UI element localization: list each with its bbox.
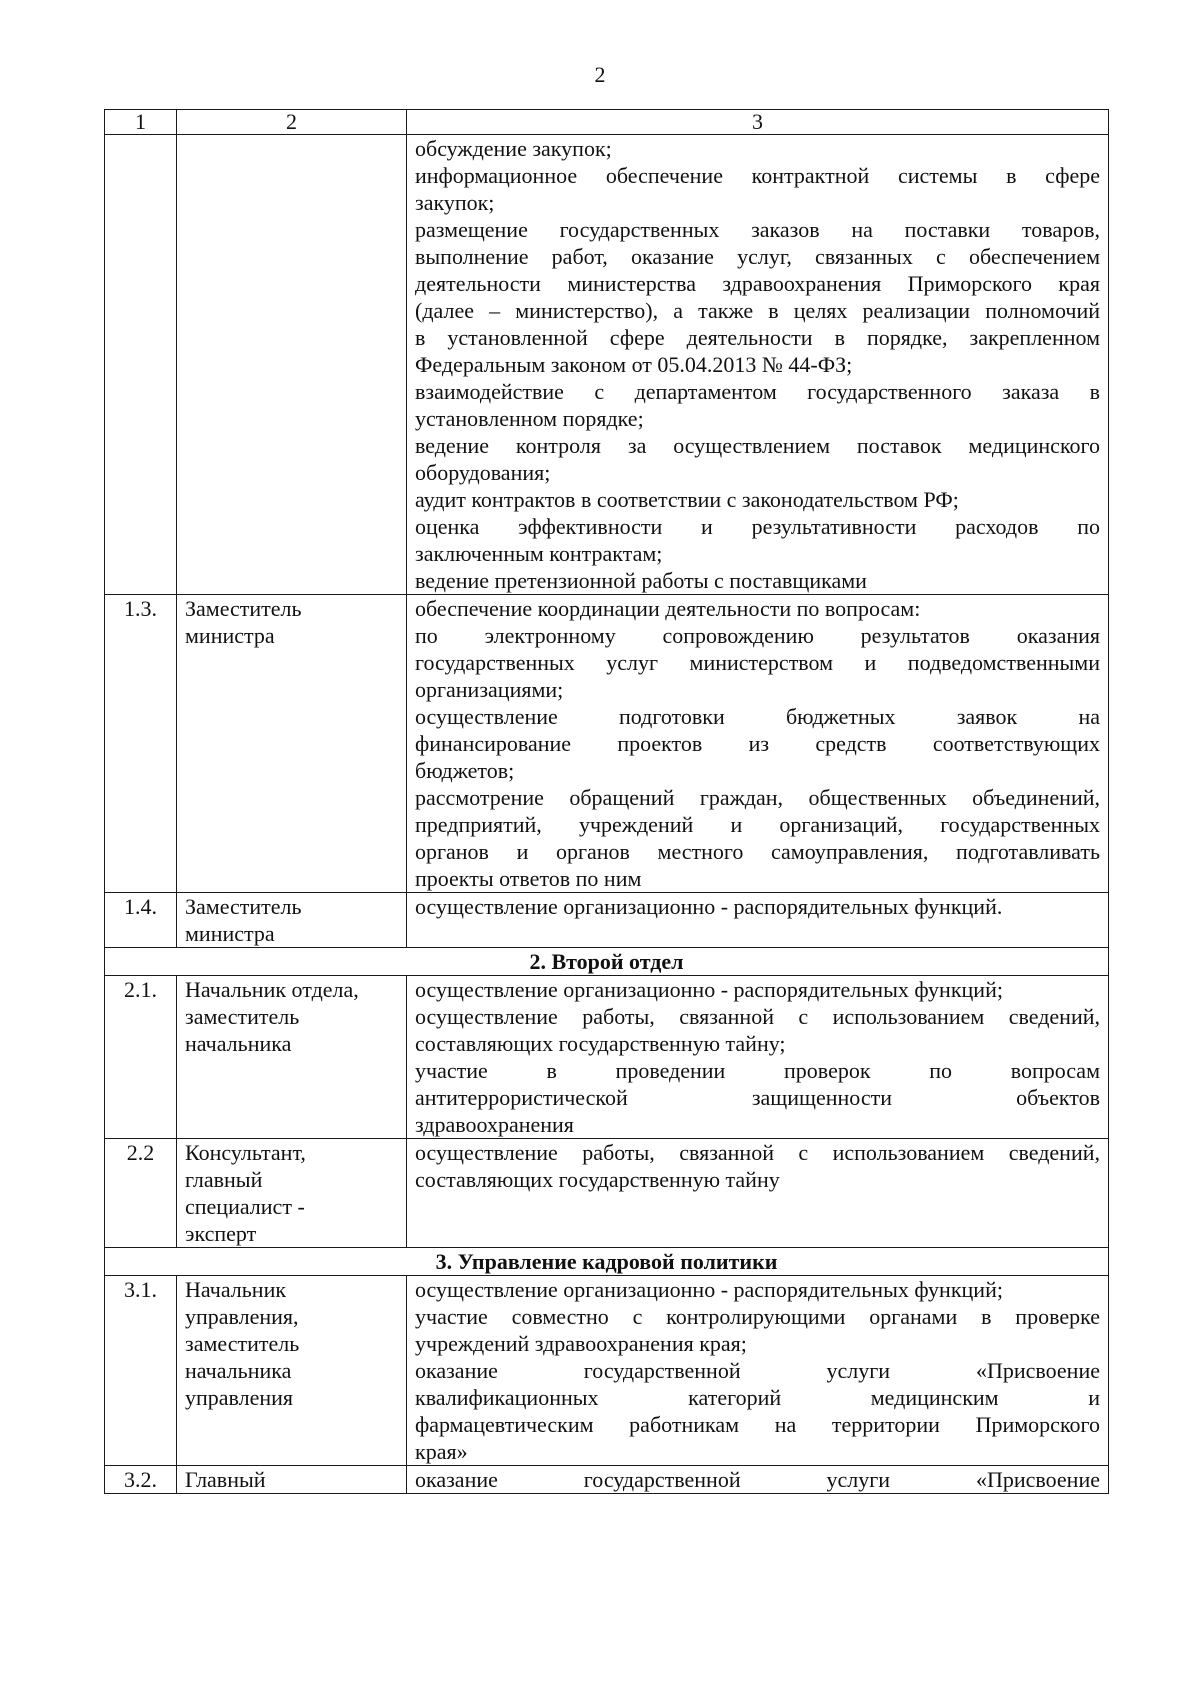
position-title (177, 1466, 407, 1494)
duty-line: аудит контрактов в соответствии с законодательством РФ; (415, 487, 959, 512)
duty-line: государственных услуг министерством и подведомственными (415, 650, 1100, 675)
duty-line: оборудования; (415, 460, 551, 485)
position-line: Начальник отдела, (185, 977, 359, 1002)
duty-line: обеспечение координации деятельности по вопросам: (415, 596, 921, 621)
duties-text (407, 1139, 1109, 1248)
duty-line: участие совместно с контролирующими органами в проверке (415, 1304, 1100, 1329)
duty-line: осуществление организационно - распорядительных функций; (415, 977, 1003, 1002)
column-number-header-row (105, 110, 1109, 135)
duty-line: ведение претензионной работы с поставщиками (415, 568, 867, 593)
duty-line: осуществление организационно - распорядительных функций; (415, 1277, 1003, 1302)
duty-line: фармацевтическим работникам на территории Приморского (415, 1412, 1100, 1437)
position-line: Заместитель (185, 596, 302, 621)
position-line: министра (185, 921, 275, 946)
row-number: 2.1. (105, 976, 177, 1139)
duty-line: в установленной сфере деятельности в порядке, закрепленном (415, 325, 1100, 350)
duty-line: организациями; (415, 677, 564, 702)
column-number-2: 2 (177, 110, 407, 135)
position-title (177, 976, 407, 1139)
duty-line: взаимодействие с департаментом государственного заказа в (415, 379, 1100, 404)
duty-line: края» (415, 1439, 468, 1464)
row-number: 1.4. (105, 893, 177, 948)
position-line: Заместитель (185, 894, 302, 919)
table-row (105, 1139, 1109, 1248)
duty-line: квалификационных категорий медицинским и (415, 1385, 1100, 1410)
position-title (177, 1276, 407, 1466)
position-line: эксперт (185, 1221, 257, 1246)
duty-line: выполнение работ, оказание услуг, связанных с обеспечением (415, 244, 1100, 269)
duties-text (407, 976, 1109, 1139)
position-title (177, 595, 407, 893)
duty-line: рассмотрение обращений граждан, общественных объединений, (415, 785, 1100, 810)
position-line: Консультант, (185, 1140, 306, 1165)
duty-line: органов и органов местного самоуправления, подготавливать (415, 839, 1100, 864)
duties-text (407, 893, 1109, 948)
duty-line: оценка эффективности и результативности расходов по (415, 514, 1100, 539)
duty-line: учреждений здравоохранения края; (415, 1331, 747, 1356)
position-line: главный (185, 1167, 263, 1192)
position-title (177, 1139, 407, 1248)
duty-line: осуществление подготовки бюджетных заявок на (415, 704, 1100, 729)
duty-line: деятельности министерства здравоохранения Приморского края (415, 271, 1100, 296)
duty-line: оказание государственной услуги «Присвоение (415, 1358, 1100, 1383)
column-number-1: 1 (105, 110, 177, 135)
position-line: управления (185, 1385, 294, 1410)
table-row (105, 135, 1109, 595)
duty-line: по электронному сопровождению результатов оказания (415, 623, 1100, 648)
section-header-row (105, 948, 1109, 976)
table-row (105, 976, 1109, 1139)
duty-line: антитеррористической защищенности объектов (415, 1085, 1100, 1110)
table-row (105, 1276, 1109, 1466)
duty-line: бюджетов; (415, 758, 515, 783)
duty-line: проекты ответов по ним (415, 866, 642, 891)
page-number: 2 (594, 62, 606, 87)
position-line: Главный (185, 1467, 266, 1492)
table-row (105, 595, 1109, 893)
duty-line: (далее – министерство), а также в целях реализации полномочий (415, 298, 1100, 323)
duty-line: осуществление работы, связанной с использованием сведений, (415, 1140, 1100, 1165)
functions-table (104, 109, 1109, 1494)
duty-line: обсуждение закупок; (415, 136, 612, 161)
duty-line: участие в проведении проверок по вопросам (415, 1058, 1100, 1083)
position-line: Начальник (185, 1277, 287, 1302)
duty-line: информационное обеспечение контрактной системы в сфере (415, 163, 1100, 188)
duties-text (407, 135, 1109, 595)
column-number-3: 3 (407, 110, 1109, 135)
row-number: 2.2 (105, 1139, 177, 1248)
position-line: специалист - (185, 1194, 305, 1219)
functions-table-body (105, 110, 1109, 1494)
position-line: заместитель (185, 1004, 300, 1029)
duty-line: осуществление работы, связанной с использованием сведений, (415, 1004, 1100, 1029)
table-row (105, 893, 1109, 948)
position-line: начальника (185, 1031, 292, 1056)
position-title (177, 135, 407, 595)
position-title (177, 893, 407, 948)
duties-text (407, 595, 1109, 893)
duties-text (407, 1276, 1109, 1466)
duty-line: составляющих государственную тайну; (415, 1031, 786, 1056)
duty-line: ведение контроля за осуществлением поставок медицинского (415, 433, 1100, 458)
duty-line: здравоохранения (415, 1112, 574, 1137)
position-line: начальника (185, 1358, 292, 1383)
duty-line: осуществление организационно - распорядительных функций. (415, 894, 1003, 919)
row-number (105, 135, 177, 595)
section-title: 3. Управление кадровой политики (105, 1248, 1109, 1276)
duty-line: предприятий, учреждений и организаций, государственных (415, 812, 1100, 837)
position-line: управления, (185, 1304, 299, 1329)
section-header-row (105, 1248, 1109, 1276)
row-number: 3.2. (105, 1466, 177, 1494)
position-line: министра (185, 623, 275, 648)
duty-line: оказание государственной услуги «Присвоение (415, 1467, 1100, 1492)
duty-line: заключенным контрактам; (415, 541, 663, 566)
position-line: заместитель (185, 1331, 300, 1356)
duty-line: финансирование проектов из средств соответствующих (415, 731, 1100, 756)
duty-line: установленном порядке; (415, 406, 644, 431)
section-title: 2. Второй отдел (105, 948, 1109, 976)
row-number: 3.1. (105, 1276, 177, 1466)
row-number: 1.3. (105, 595, 177, 893)
duty-line: закупок; (415, 190, 495, 215)
duty-line: размещение государственных заказов на поставки товаров, (415, 217, 1100, 242)
duty-line: Федеральным законом от 05.04.2013 № 44-ФЗ; (415, 352, 853, 377)
duty-line: составляющих государственную тайну (415, 1167, 780, 1192)
table-row (105, 1466, 1109, 1494)
duties-text (407, 1466, 1109, 1494)
